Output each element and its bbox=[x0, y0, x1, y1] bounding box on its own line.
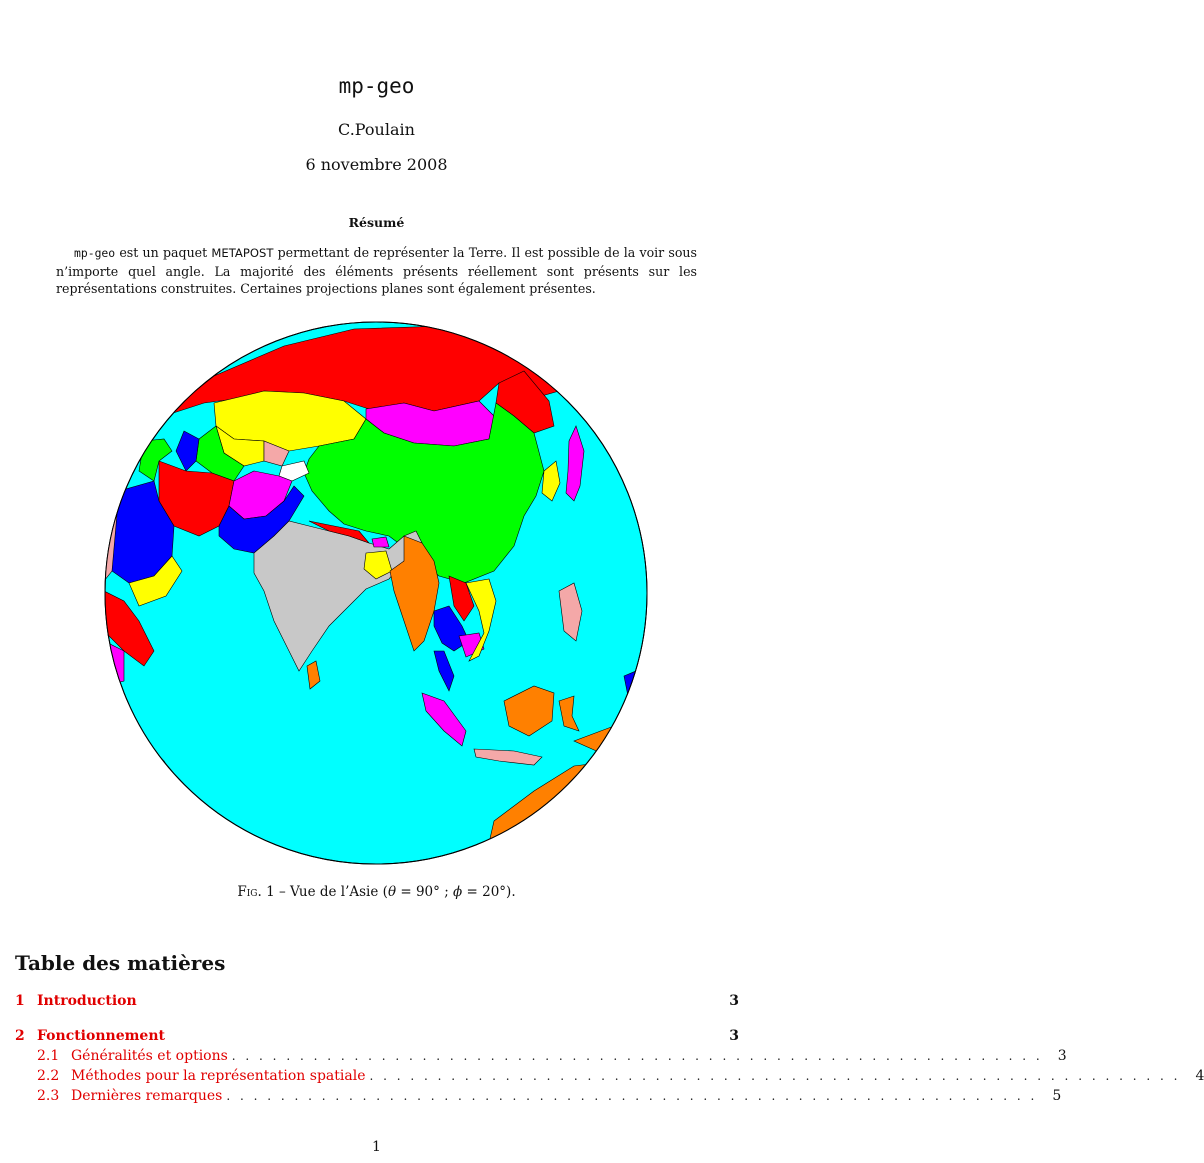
toc-subsection-number: 2.3 bbox=[37, 1088, 60, 1104]
abstract-text-1: est un paquet bbox=[115, 245, 212, 260]
toc-subsection-page: 4 bbox=[1195, 1068, 1204, 1084]
toc-leader-dots: . . . . . . . . . . . . . . . . . . . . . . . . . . . . . . . . . . . . . . . . . . . . . . . . . . . . . . . . . . . . bbox=[231, 1049, 1043, 1063]
abstract-metapost: METAPOST bbox=[211, 246, 274, 260]
abstract-paragraph bbox=[56, 244, 697, 298]
figure-caption-text: – Vue de l’Asie ( bbox=[274, 884, 388, 900]
abstract-heading: Résumé bbox=[348, 215, 405, 230]
toc-subsection-number: 2.2 bbox=[37, 1068, 60, 1084]
toc-section-page: 3 bbox=[729, 993, 739, 1009]
date: 6 novembre 2008 bbox=[305, 155, 448, 174]
phi-symbol: ϕ bbox=[453, 884, 463, 900]
toc-subsection-link[interactable]: Dernières remarques bbox=[71, 1088, 223, 1104]
timor bbox=[584, 763, 609, 773]
toc-subsection-generalites[interactable] bbox=[37, 1048, 1067, 1067]
bhutan bbox=[372, 537, 389, 547]
toc-section-link[interactable]: Introduction bbox=[37, 993, 137, 1009]
document-title: mp-geo bbox=[338, 74, 415, 98]
toc-leader-dots: . . . . . . . . . . . . . . . . . . . . . . . . . . . . . . . . . . . . . . . . . . . . . . . . . . . . . . . . . . . . bbox=[369, 1069, 1181, 1083]
toc-subsection-page: 3 bbox=[1057, 1048, 1067, 1064]
figure-number: 1 bbox=[266, 884, 275, 900]
abstract-package-name: mp-geo bbox=[74, 246, 116, 260]
toc-subsection-dernieres-remarques[interactable] bbox=[37, 1088, 1062, 1107]
toc-section-introduction[interactable] bbox=[15, 993, 739, 1013]
toc-subsection-link[interactable]: Généralités et options bbox=[71, 1048, 228, 1064]
author: C.Poulain bbox=[338, 120, 415, 139]
toc-subsection-number: 2.1 bbox=[37, 1048, 60, 1064]
toc-leader-dots: . . . . . . . . . . . . . . . . . . . . . . . . . . . . . . . . . . . . . . . . . . . . . . . . . . . . . . . . . . . . bbox=[226, 1089, 1038, 1103]
toc-heading: Table des matières bbox=[15, 951, 226, 975]
abstract-text-2: permettant de représenter la Terre. Il est possible de la voir sous n’importe quel angle. La majorité des éléments présents réellement sont présents sur les représentations construites. Certaines projections planes sont également présentes. bbox=[56, 245, 698, 297]
toc-section-number: 2 bbox=[15, 1028, 25, 1044]
asia-globe-figure bbox=[104, 321, 648, 865]
toc-subsection-page: 5 bbox=[1052, 1088, 1062, 1104]
figure-prefix: Fig. bbox=[237, 884, 262, 900]
toc-subsection-link[interactable]: Méthodes pour la représentation spatiale bbox=[71, 1068, 366, 1084]
toc-section-number: 1 bbox=[15, 993, 25, 1009]
toc-section-link[interactable]: Fonctionnement bbox=[37, 1028, 165, 1044]
toc-subsection-methodes[interactable] bbox=[37, 1068, 1204, 1087]
figure-caption bbox=[0, 884, 753, 900]
theta-symbol: θ bbox=[387, 884, 397, 900]
toc-section-fonctionnement[interactable] bbox=[15, 1028, 739, 1048]
theta-value: = 90° ; bbox=[396, 884, 454, 900]
phi-value: = 20°). bbox=[462, 884, 516, 900]
page-number: 1 bbox=[372, 1139, 381, 1155]
toc-section-page: 3 bbox=[729, 1028, 739, 1044]
